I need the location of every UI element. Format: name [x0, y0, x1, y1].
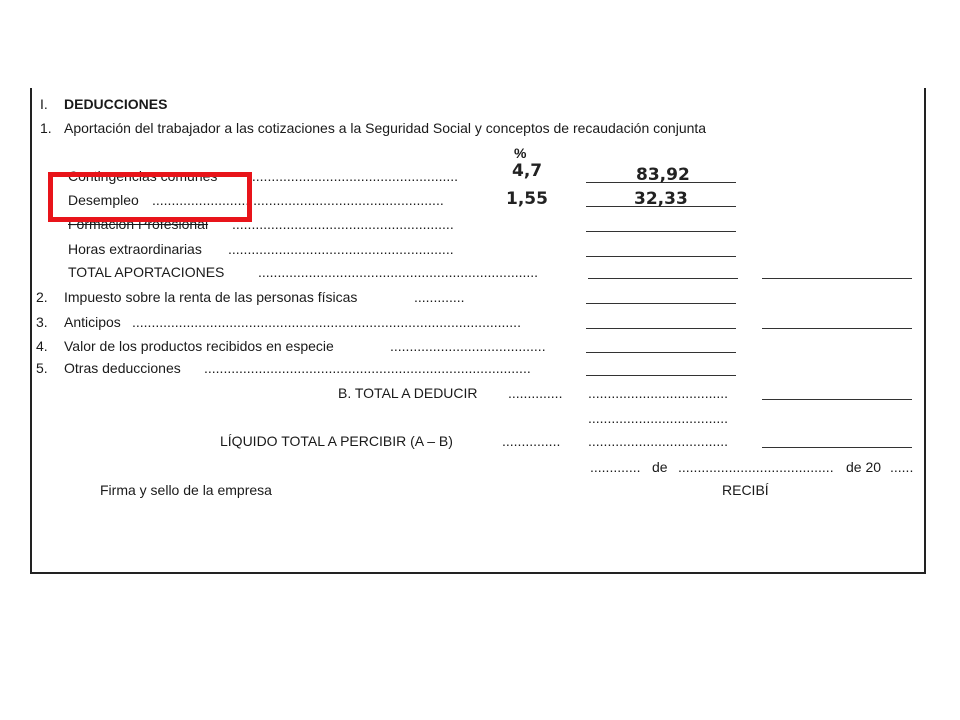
section-title: DEDUCCIONES: [64, 96, 168, 112]
date-day-dots: .............: [590, 459, 641, 475]
row-contingencias-label: Contingencias comunes: [68, 168, 218, 184]
item3-total-line: [762, 328, 912, 329]
subtotal-dots: ....................................: [588, 410, 729, 426]
row-formacion-leader: .........................................................: [232, 216, 454, 232]
item2-text: Impuesto sobre la renta de las personas físicas: [64, 289, 358, 305]
date-month-dots: ........................................: [678, 459, 834, 475]
item2-amount-line: [586, 303, 736, 304]
desempleo-percent-value: 1,55: [506, 189, 548, 209]
item4-number: 4.: [36, 338, 48, 354]
row-formacion-label: Formación Profesional: [68, 216, 209, 232]
section-number: I.: [40, 96, 48, 112]
liquido-amount-dots: ....................................: [588, 433, 729, 449]
item4-text: Valor de los productos recibidos en especie: [64, 338, 334, 354]
row-total-aportaciones-label: TOTAL APORTACIONES: [68, 264, 225, 280]
payslip-deductions-form: [30, 88, 926, 574]
item2-leader: .............: [414, 289, 465, 305]
item5-amount-line: [586, 375, 736, 376]
item2-number: 2.: [36, 289, 48, 305]
row-desempleo-label: Desempleo: [68, 192, 139, 208]
percent-header: %: [514, 145, 527, 161]
date-de-1: de: [652, 459, 668, 475]
row-contingencias-leader: ......................................................: [248, 168, 459, 184]
liquido-label: LÍQUIDO TOTAL A PERCIBIR (A – B): [220, 433, 453, 449]
item5-leader: ....................................................................................: [204, 360, 531, 376]
row-total-aportaciones-leader: ........................................................................: [258, 264, 539, 280]
item5-number: 5.: [36, 360, 48, 376]
total-deducir-leader: ..............: [508, 385, 563, 401]
row-horas-leader: ..........................................................: [228, 241, 454, 257]
item3-text: Anticipos: [64, 314, 121, 330]
total-deducir-label: B. TOTAL A DEDUCIR: [338, 385, 478, 401]
row-desempleo-leader: ...........................................................................: [152, 192, 444, 208]
recibi-label: RECIBÍ: [722, 482, 769, 498]
row-horas-amount-line: [586, 256, 736, 257]
liquido-leader: ...............: [502, 433, 561, 449]
item5-text: Otras deducciones: [64, 360, 181, 376]
row-formacion-amount-line: [586, 231, 736, 232]
date-year-dots: ......: [890, 459, 914, 475]
contingencias-percent-value: 4,7: [512, 161, 543, 181]
item3-amount-line: [586, 328, 736, 329]
total-aportaciones-amount-line: [588, 278, 738, 279]
date-de-20: de 20: [846, 459, 882, 475]
row-horas-label: Horas extraordinarias: [68, 241, 202, 257]
item1-text: Aportación del trabajador a las cotizaciones a la Seguridad Social y conceptos de recaudación conjunta: [64, 120, 707, 136]
item4-leader: ........................................: [390, 338, 546, 354]
total-aportaciones-total-line: [762, 278, 912, 279]
desempleo-amount-value: 32,33: [634, 189, 688, 209]
item1-number: 1.: [40, 120, 52, 136]
total-deducir-total-line: [762, 399, 912, 400]
item4-amount-line: [586, 352, 736, 353]
contingencias-amount-value: 83,92: [636, 165, 690, 185]
item3-number: 3.: [36, 314, 48, 330]
liquido-total-line: [762, 447, 912, 448]
desempleo-highlight-box: [48, 172, 252, 222]
item3-leader: ....................................................................................................: [132, 314, 521, 330]
firma-sello-label: Firma y sello de la empresa: [100, 482, 272, 498]
total-deducir-amount-dots: ....................................: [588, 385, 729, 401]
